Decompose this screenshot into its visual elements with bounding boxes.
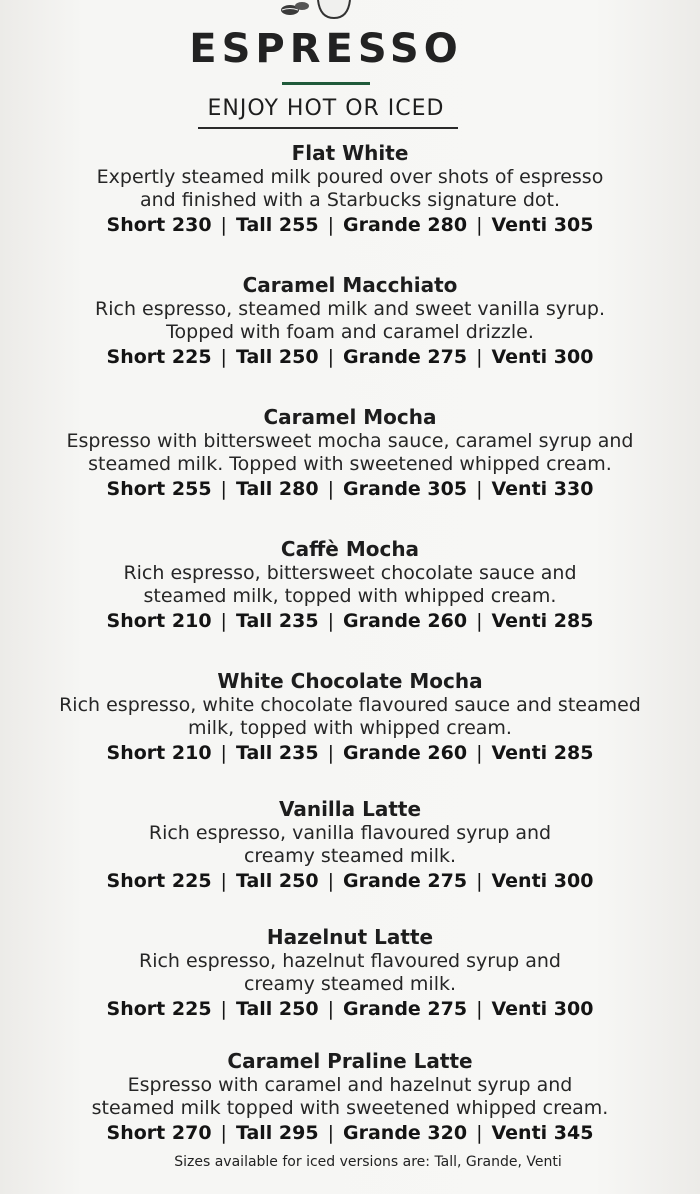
item-description-line: Rich espresso, bittersweet chocolate sauce and	[123, 562, 577, 584]
item-prices	[0, 344, 700, 370]
item-description-line: Rich espresso, steamed milk and sweet vanilla syrup.	[95, 298, 605, 320]
price-tall: Tall 250	[235, 870, 319, 892]
price-separator: |	[327, 742, 334, 764]
price-venti: Venti 300	[491, 346, 594, 368]
item-description-line: Rich espresso, vanilla flavoured syrup and	[148, 822, 552, 844]
menu-item-caffe-mocha	[0, 536, 700, 634]
item-name: Caramel Mocha	[263, 405, 437, 429]
price-separator: |	[476, 346, 483, 368]
price-short: Short 225	[106, 346, 212, 368]
item-name: Caffè Mocha	[280, 537, 420, 561]
item-description-line: Expertly steamed milk poured over shots of espresso	[96, 166, 604, 188]
item-description-line: creamy steamed milk.	[243, 973, 457, 995]
price-grande: Grande 280	[343, 214, 468, 236]
price-grande: Grande 260	[343, 610, 468, 632]
menu-item-hazelnut-latte	[0, 924, 700, 1022]
item-description-line: steamed milk. Topped with sweetened whipped cream.	[88, 453, 612, 475]
item-description-line: Topped with foam and caramel drizzle.	[166, 321, 534, 343]
item-description-line: steamed milk, topped with whipped cream.	[143, 585, 557, 607]
price-tall: Tall 235	[235, 742, 319, 764]
menu-item-white-chocolate-mocha	[0, 668, 700, 766]
menu-item-vanilla-latte	[0, 796, 700, 894]
price-short: Short 230	[106, 214, 212, 236]
item-description-line: and finished with a Starbucks signature dot.	[139, 189, 560, 211]
price-short: Short 225	[106, 870, 212, 892]
price-venti: Venti 345	[491, 1122, 594, 1144]
price-separator: |	[476, 998, 483, 1020]
price-short: Short 210	[106, 610, 212, 632]
price-separator: |	[327, 870, 334, 892]
price-venti: Venti 300	[491, 870, 594, 892]
price-separator: |	[220, 478, 227, 500]
price-separator: |	[220, 998, 227, 1020]
price-separator: |	[220, 870, 227, 892]
item-description-line: Espresso with caramel and hazelnut syrup and	[127, 1074, 573, 1096]
iced-sizes-footnote: Sizes available for iced versions are: Tall, Grande, Venti	[174, 1154, 562, 1170]
item-prices	[0, 212, 700, 238]
price-venti: Venti 330	[491, 478, 594, 500]
item-prices	[0, 868, 700, 894]
item-name: Vanilla Latte	[278, 797, 422, 821]
price-venti: Venti 300	[491, 998, 594, 1020]
price-short: Short 255	[106, 478, 212, 500]
item-name: Caramel Praline Latte	[227, 1049, 473, 1073]
item-description-line: creamy steamed milk.	[243, 845, 457, 867]
price-separator: |	[220, 1122, 227, 1144]
menu-item-flat-white	[0, 140, 700, 238]
item-description-line: Rich espresso, hazelnut flavoured syrup and	[139, 950, 561, 972]
item-prices	[0, 1120, 700, 1146]
price-tall: Tall 255	[235, 214, 319, 236]
price-separator: |	[327, 998, 334, 1020]
item-description-line: milk, topped with whipped cream.	[188, 717, 512, 739]
price-venti: Venti 305	[491, 214, 594, 236]
price-tall: Tall 280	[235, 478, 319, 500]
menu-item-caramel-macchiato	[0, 272, 700, 370]
price-separator: |	[476, 1122, 483, 1144]
price-separator: |	[220, 610, 227, 632]
item-description-line: Rich espresso, white chocolate flavoured sauce and steamed	[59, 694, 641, 716]
price-grande: Grande 275	[343, 346, 468, 368]
price-separator: |	[476, 742, 483, 764]
page-title: ESPRESSO	[189, 26, 463, 72]
price-separator: |	[327, 214, 334, 236]
price-separator: |	[476, 214, 483, 236]
coffee-beans-icon	[268, 0, 358, 22]
price-grande: Grande 260	[343, 742, 468, 764]
price-separator: |	[327, 1122, 334, 1144]
price-separator: |	[220, 346, 227, 368]
price-venti: Venti 285	[491, 742, 594, 764]
price-separator: |	[476, 870, 483, 892]
menu-item-caramel-praline-latte	[0, 1048, 700, 1146]
subtitle-underline	[198, 127, 458, 129]
item-prices	[0, 608, 700, 634]
price-grande: Grande 320	[343, 1122, 468, 1144]
item-prices	[0, 476, 700, 502]
price-venti: Venti 285	[491, 610, 594, 632]
price-tall: Tall 295	[235, 1122, 319, 1144]
price-grande: Grande 275	[343, 870, 468, 892]
price-grande: Grande 305	[343, 478, 468, 500]
price-tall: Tall 250	[235, 346, 319, 368]
price-grande: Grande 275	[343, 998, 468, 1020]
price-short: Short 225	[106, 998, 212, 1020]
item-description-line: Espresso with bittersweet mocha sauce, caramel syrup and	[66, 430, 634, 452]
item-prices	[0, 996, 700, 1022]
price-separator: |	[476, 610, 483, 632]
item-name: Flat White	[291, 141, 409, 165]
price-separator: |	[327, 610, 334, 632]
page-subtitle: ENJOY HOT OR ICED	[207, 96, 445, 121]
price-separator: |	[327, 346, 334, 368]
item-description-line: steamed milk topped with sweetened whipped cream.	[91, 1097, 609, 1119]
price-separator: |	[476, 478, 483, 500]
item-name: Caramel Macchiato	[242, 273, 458, 297]
price-tall: Tall 250	[235, 998, 319, 1020]
menu-item-caramel-mocha	[0, 404, 700, 502]
title-underline	[282, 82, 370, 85]
price-separator: |	[220, 742, 227, 764]
price-separator: |	[220, 214, 227, 236]
item-name: White Chocolate Mocha	[217, 669, 483, 693]
item-name: Hazelnut Latte	[266, 925, 434, 949]
item-prices	[0, 740, 700, 766]
price-short: Short 210	[106, 742, 212, 764]
price-separator: |	[327, 478, 334, 500]
price-tall: Tall 235	[235, 610, 319, 632]
price-short: Short 270	[106, 1122, 212, 1144]
